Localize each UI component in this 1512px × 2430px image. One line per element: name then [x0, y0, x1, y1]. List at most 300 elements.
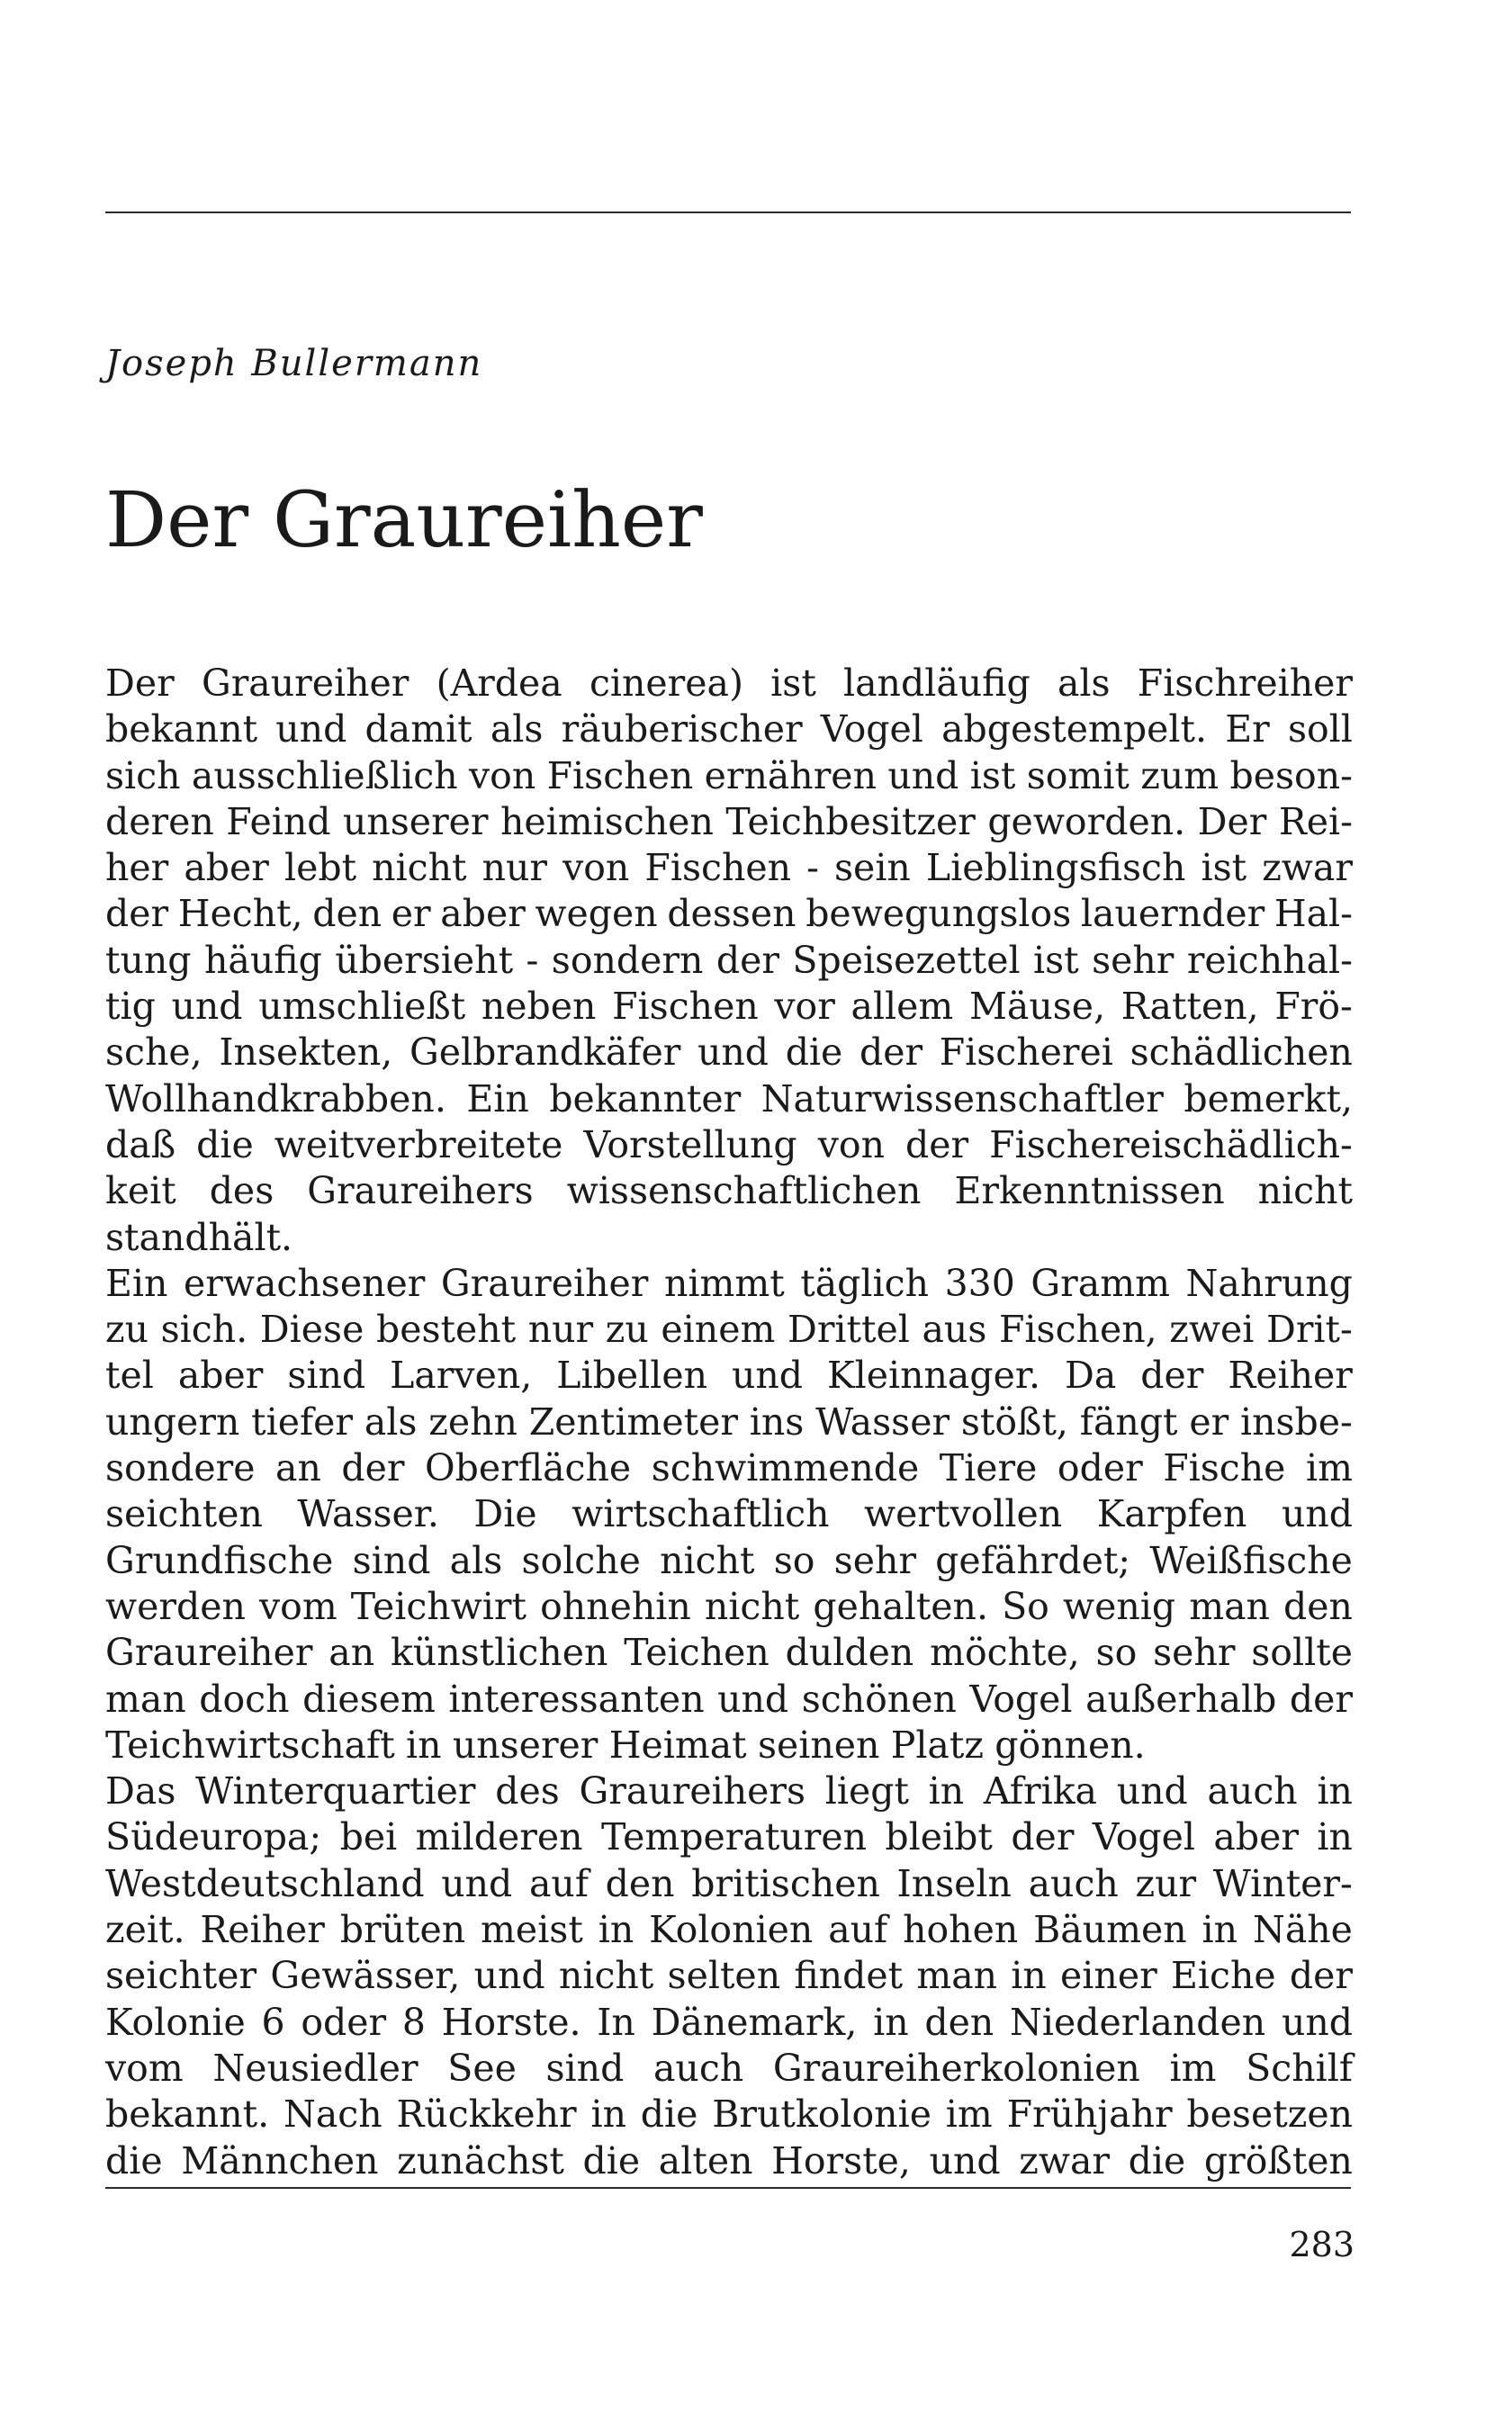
- word: Weißfische: [1149, 1538, 1353, 1582]
- word: Graureiher: [440, 1261, 649, 1305]
- body-line: [105, 2138, 1353, 2184]
- word: geworden.: [987, 799, 1186, 843]
- word: des: [209, 1169, 274, 1213]
- word: Eiche: [1170, 1954, 1276, 1998]
- word: übersieht: [335, 938, 514, 982]
- word: Neusiedler: [212, 2046, 418, 2090]
- word: Larven,: [390, 1354, 533, 1398]
- word: ernähren: [704, 753, 877, 797]
- word: Brutkolonie: [712, 2092, 932, 2137]
- word: gehalten.: [813, 1584, 988, 1628]
- word: Das: [105, 1769, 176, 1814]
- word: Nach: [283, 2092, 382, 2137]
- word: bei: [339, 1815, 398, 1859]
- word: Hal-: [1274, 892, 1353, 936]
- word: her: [105, 846, 169, 890]
- word: Vogel: [1092, 1815, 1195, 1859]
- word: allem: [850, 985, 954, 1029]
- word: zeit.: [105, 1908, 185, 1952]
- word: den: [312, 892, 382, 936]
- word: findet: [794, 1954, 904, 1998]
- body-line: [105, 1445, 1353, 1491]
- word: gönnen.: [994, 1723, 1146, 1767]
- word: Oberfläche: [425, 1446, 632, 1490]
- word: cinerea): [589, 662, 743, 705]
- word: beson-: [1229, 753, 1353, 797]
- word: -: [806, 846, 819, 890]
- word: täglich: [800, 1261, 930, 1305]
- word: der: [1140, 1354, 1204, 1398]
- word: seichter: [105, 1954, 257, 1998]
- word: und: [697, 1030, 770, 1075]
- word: und: [275, 707, 347, 752]
- word: schwimmende: [651, 1446, 920, 1490]
- word: der: [1289, 1954, 1353, 1998]
- word: Graureiher: [201, 662, 410, 705]
- word: ohnehin: [540, 1584, 691, 1628]
- word: oder: [1057, 1446, 1143, 1490]
- word: britischen: [691, 1861, 880, 1905]
- word: wissenschaftlichen: [566, 1169, 922, 1213]
- word: zur: [1135, 1861, 1197, 1905]
- word: 330: [944, 1261, 1015, 1305]
- word: tung: [105, 938, 192, 982]
- bottom-rule: [105, 2187, 1351, 2189]
- word: Westdeutschland: [105, 1861, 425, 1905]
- word: bekannter: [549, 1076, 742, 1120]
- body-line: [105, 1122, 1353, 1168]
- word: der: [859, 1030, 923, 1075]
- word: den: [605, 1861, 675, 1905]
- word: Ein: [466, 1076, 529, 1120]
- word: in: [590, 2092, 626, 2137]
- body-line: [105, 1630, 1353, 1676]
- word: tel: [105, 1354, 154, 1398]
- body-line: [105, 1168, 1353, 1214]
- word: Vogel: [969, 1677, 1073, 1721]
- word: Erkenntnissen: [954, 1169, 1225, 1213]
- word: den: [1283, 1584, 1353, 1628]
- word: Nahrung: [1185, 1261, 1353, 1305]
- word: in: [598, 1908, 634, 1952]
- word: daß: [105, 1122, 176, 1166]
- body-line: [105, 1353, 1353, 1399]
- word: aber: [184, 846, 269, 890]
- word: ist: [1033, 938, 1079, 982]
- body-line: [105, 1261, 1353, 1307]
- body-line: [105, 1768, 1353, 1814]
- word: wertvollen: [864, 1492, 1063, 1536]
- page-number: 283: [1289, 2225, 1354, 2264]
- word: Nähe: [1252, 1908, 1353, 1952]
- word: somit: [1026, 753, 1130, 797]
- word: so: [773, 1538, 815, 1582]
- word: zehn: [428, 1400, 518, 1444]
- word: Heimat: [608, 1723, 747, 1767]
- word: sehr: [1092, 938, 1174, 982]
- body-line: [105, 799, 1353, 845]
- body-line: [105, 845, 1353, 891]
- word: besteht: [375, 1308, 517, 1352]
- word: in: [1202, 1908, 1238, 1952]
- body-line: [105, 1030, 1353, 1076]
- word: vor: [774, 985, 835, 1029]
- word: schädlichen: [1130, 1030, 1353, 1075]
- word: soll: [1287, 707, 1353, 752]
- word: Rückkehr: [396, 2092, 577, 2137]
- word: aber: [1213, 1815, 1299, 1859]
- word: bemerkt,: [1184, 1076, 1353, 1120]
- word: Fischen: [546, 753, 694, 797]
- word: sehr: [833, 1538, 916, 1582]
- word: hohen: [903, 1908, 1019, 1952]
- word: der: [341, 1446, 405, 1490]
- word: im: [945, 2092, 993, 2137]
- word: aber: [440, 892, 526, 936]
- word: so: [1095, 1631, 1138, 1675]
- word: landläufig: [843, 662, 1030, 705]
- word: an: [275, 1446, 321, 1490]
- word: stößt,: [960, 1400, 1068, 1444]
- word: Horste.: [441, 2000, 581, 2044]
- word: die: [105, 2138, 163, 2182]
- word: Rei-: [1278, 799, 1353, 843]
- word: die: [582, 2138, 641, 2182]
- word: interessanten: [448, 1677, 705, 1721]
- word: möchte,: [930, 1631, 1080, 1675]
- word: meist: [481, 1908, 583, 1952]
- word: in: [1011, 1954, 1047, 1998]
- word: sich.: [160, 1308, 248, 1352]
- word: Platz: [890, 1723, 984, 1767]
- word: Hecht,: [177, 892, 303, 936]
- word: und: [717, 1677, 789, 1721]
- word: häufig: [203, 938, 322, 982]
- word: milderen: [415, 1815, 583, 1859]
- word: Mäuse,: [968, 985, 1106, 1029]
- word: Speisezettel: [792, 938, 1021, 982]
- word: als: [449, 1538, 503, 1582]
- word: Gelbrandkäfer: [409, 1030, 681, 1075]
- word: als: [490, 707, 544, 752]
- word: nicht: [704, 1584, 800, 1628]
- word: er: [391, 892, 431, 936]
- word: sondere: [105, 1446, 256, 1490]
- word: man: [105, 1677, 186, 1721]
- word: Gewässer,: [270, 1954, 461, 1998]
- word: auch: [652, 2046, 744, 2090]
- word: Inseln: [896, 1861, 1012, 1905]
- word: ausschließlich: [191, 753, 458, 797]
- word: 8: [401, 2000, 426, 2044]
- word: -: [526, 938, 539, 982]
- word: neben: [481, 985, 597, 1029]
- word: bekannt.: [105, 2092, 270, 2137]
- word: seichten: [105, 1492, 263, 1536]
- word: diesem: [302, 1677, 436, 1721]
- word: Fische: [1163, 1446, 1286, 1490]
- word: Karpfen: [1096, 1492, 1247, 1536]
- word: bewegungslos: [806, 892, 1072, 936]
- word: Fischen,: [998, 1308, 1157, 1352]
- word: Winterquartier: [195, 1769, 476, 1814]
- word: außerhalb: [1085, 1677, 1277, 1721]
- word: Winter-: [1212, 1861, 1353, 1905]
- word: tiefer: [251, 1400, 354, 1444]
- body-line: [105, 2000, 1353, 2046]
- word: man: [916, 1954, 998, 1998]
- word: Er: [1225, 707, 1270, 752]
- word: So: [1002, 1584, 1049, 1628]
- word: Graureiherkolonien: [772, 2046, 1140, 2090]
- word: die: [196, 1122, 254, 1166]
- word: des: [495, 1769, 560, 1814]
- word: zwei: [1169, 1308, 1255, 1352]
- word: Fischerei: [939, 1030, 1113, 1075]
- word: der: [716, 938, 779, 982]
- word: Südeuropa;: [105, 1815, 322, 1859]
- word: wirtschaftlich: [572, 1492, 830, 1536]
- word: Drit-: [1265, 1308, 1353, 1352]
- word: in: [1317, 1815, 1353, 1859]
- body-line: [105, 1215, 1353, 1261]
- word: sind: [545, 2046, 625, 2090]
- word: vom: [258, 1584, 338, 1628]
- word: Der: [105, 662, 175, 705]
- word: nicht: [558, 1954, 654, 1998]
- word: Fischreiher: [1137, 662, 1353, 705]
- word: zunächst: [397, 2138, 564, 2182]
- body-line: [105, 1953, 1353, 1999]
- body-line: [105, 753, 1353, 799]
- word: Grundfische: [105, 1538, 334, 1582]
- word: erwachsener: [184, 1261, 426, 1305]
- body-line: [105, 1814, 1353, 1860]
- word: ist: [969, 753, 1016, 797]
- word: 6: [261, 2000, 285, 2044]
- word: Graureihers: [307, 1169, 534, 1213]
- word: gefährdet;: [935, 1538, 1131, 1582]
- word: in: [1317, 1769, 1353, 1814]
- word: Feind: [226, 799, 331, 843]
- word: und: [1281, 2000, 1353, 2044]
- body-line: [105, 1491, 1353, 1537]
- word: die: [640, 2092, 698, 2137]
- word: man: [1189, 1584, 1270, 1628]
- word: im: [1305, 1446, 1353, 1490]
- body-line: [105, 2046, 1353, 2092]
- word: deren: [105, 799, 214, 843]
- word: Bäumen: [1033, 1908, 1187, 1952]
- word: und: [1281, 1492, 1353, 1536]
- word: Libellen: [556, 1354, 707, 1398]
- word: räuberischer: [561, 707, 803, 752]
- word: Wasser: [815, 1400, 950, 1444]
- word: Teichen: [624, 1631, 770, 1675]
- word: Wollhandkrabben.: [105, 1076, 446, 1120]
- body-line: [105, 1907, 1353, 1953]
- word: nicht: [660, 1538, 755, 1582]
- word: nur: [482, 846, 547, 890]
- word: heimischen: [500, 799, 714, 843]
- word: und: [929, 2138, 1001, 2182]
- word: und: [171, 985, 243, 1029]
- word: lebt: [284, 846, 357, 890]
- body-line: [105, 1723, 1353, 1768]
- word: solche: [521, 1538, 641, 1582]
- word: nimmt: [663, 1261, 785, 1305]
- word: dulden: [785, 1631, 914, 1675]
- word: Dänemark,: [651, 2000, 858, 2044]
- word: Diese: [259, 1308, 364, 1352]
- word: schönen: [801, 1677, 957, 1721]
- word: abgestempelt.: [941, 707, 1208, 752]
- word: der: [105, 892, 169, 936]
- body-line: [105, 2092, 1353, 2138]
- word: aus: [922, 1308, 987, 1352]
- word: von: [469, 753, 536, 797]
- word: sehr: [1153, 1631, 1236, 1675]
- word: In: [597, 2000, 635, 2044]
- word: sein: [834, 846, 911, 890]
- word: in: [873, 2000, 909, 2044]
- word: standhält.: [105, 1215, 293, 1259]
- word: Ein: [105, 1261, 168, 1305]
- word: sind: [352, 1538, 431, 1582]
- word: umschließt: [258, 985, 466, 1029]
- word: er: [1189, 1400, 1229, 1444]
- word: Teichwirtschaft: [105, 1723, 395, 1767]
- word: und: [887, 753, 959, 797]
- word: der: [1011, 1815, 1075, 1859]
- word: die: [1128, 2138, 1186, 2182]
- article-title: Der Graureiher: [105, 476, 703, 565]
- word: Teichbesitzer: [725, 799, 976, 843]
- body-line: [105, 984, 1353, 1030]
- body-line: [105, 938, 1353, 984]
- word: damit: [364, 707, 472, 752]
- word: Kleinnager.: [827, 1354, 1041, 1398]
- word: Da: [1064, 1354, 1117, 1398]
- word: einer: [1060, 1954, 1157, 1998]
- body-line: [105, 891, 1353, 937]
- word: Wasser.: [297, 1492, 439, 1536]
- word: Kolonie: [105, 2000, 246, 2044]
- word: zwar: [1262, 846, 1353, 890]
- word: auf: [528, 1861, 589, 1905]
- word: tig: [105, 985, 156, 1029]
- word: fängt: [1079, 1400, 1178, 1444]
- word: Die: [473, 1492, 537, 1536]
- body-line: [105, 1584, 1353, 1630]
- body-line: [105, 1307, 1353, 1353]
- word: ins: [749, 1400, 805, 1444]
- word: Reiher: [1228, 1354, 1353, 1398]
- word: einem: [661, 1308, 776, 1352]
- word: zum: [1140, 753, 1220, 797]
- body-line: [105, 1538, 1353, 1584]
- word: Horste,: [771, 2138, 911, 2182]
- word: nur: [527, 1308, 594, 1352]
- word: vom: [105, 2046, 184, 2090]
- word: als: [1057, 662, 1111, 705]
- word: seinen: [757, 1723, 880, 1767]
- word: Vorstellung: [583, 1122, 797, 1166]
- word: oder: [301, 2000, 387, 2044]
- word: der: [905, 1122, 969, 1166]
- word: und: [1116, 1769, 1188, 1814]
- word: bekannt: [105, 707, 258, 752]
- word: sich: [105, 753, 181, 797]
- word: nicht: [1257, 1169, 1353, 1213]
- word: Gramm: [1030, 1261, 1170, 1305]
- word: ist: [770, 662, 816, 705]
- body-line: [105, 661, 1353, 706]
- word: und: [441, 1861, 513, 1905]
- word: Afrika: [983, 1769, 1097, 1814]
- word: Niederlanden: [1009, 2000, 1266, 2044]
- word: Männchen: [181, 2138, 379, 2182]
- word: aber: [177, 1354, 264, 1398]
- word: lauernder: [1080, 892, 1265, 936]
- word: auch: [1207, 1769, 1298, 1814]
- word: größten: [1203, 2138, 1353, 2182]
- word: an: [328, 1631, 375, 1675]
- word: unserer: [342, 799, 489, 843]
- word: weitverbreitete: [274, 1122, 563, 1166]
- body-line: [105, 1400, 1353, 1445]
- word: Drittel: [787, 1308, 910, 1352]
- word: sche,: [105, 1030, 202, 1075]
- word: unserer: [452, 1723, 598, 1767]
- word: wenig: [1062, 1584, 1176, 1628]
- word: den: [924, 2000, 994, 2044]
- word: von: [817, 1122, 885, 1166]
- word: in: [406, 1723, 442, 1767]
- word: die: [785, 1030, 843, 1075]
- word: bleibt: [885, 1815, 993, 1859]
- word: Fischereischädlich-: [989, 1122, 1353, 1166]
- word: Insekten,: [219, 1030, 393, 1075]
- word: wegen: [535, 892, 658, 936]
- word: in: [928, 1769, 965, 1814]
- word: ungern: [105, 1400, 240, 1444]
- word: im: [1169, 2046, 1217, 2090]
- word: auch: [1028, 1861, 1119, 1905]
- word: zwar: [1019, 2138, 1111, 2182]
- word: und: [473, 1954, 545, 1998]
- word: brüten: [339, 1908, 466, 1952]
- body-line: [105, 706, 1353, 752]
- word: Der: [1197, 799, 1267, 843]
- author-name: Joseph Bullermann: [105, 343, 483, 384]
- top-rule: [105, 212, 1351, 213]
- body-line: [105, 1076, 1353, 1122]
- word: sondern: [551, 938, 704, 982]
- word: zu: [105, 1308, 149, 1352]
- word: künstlichen: [390, 1631, 608, 1675]
- word: von: [562, 846, 630, 890]
- word: sollte: [1251, 1631, 1353, 1675]
- word: keit: [105, 1169, 176, 1213]
- word: werden: [105, 1584, 246, 1628]
- word: (Ardea: [436, 662, 562, 705]
- word: Frö-: [1274, 985, 1353, 1029]
- word: und: [731, 1354, 804, 1398]
- word: Kolonien: [649, 1908, 814, 1952]
- word: nicht: [372, 846, 467, 890]
- word: Ratten,: [1120, 985, 1259, 1029]
